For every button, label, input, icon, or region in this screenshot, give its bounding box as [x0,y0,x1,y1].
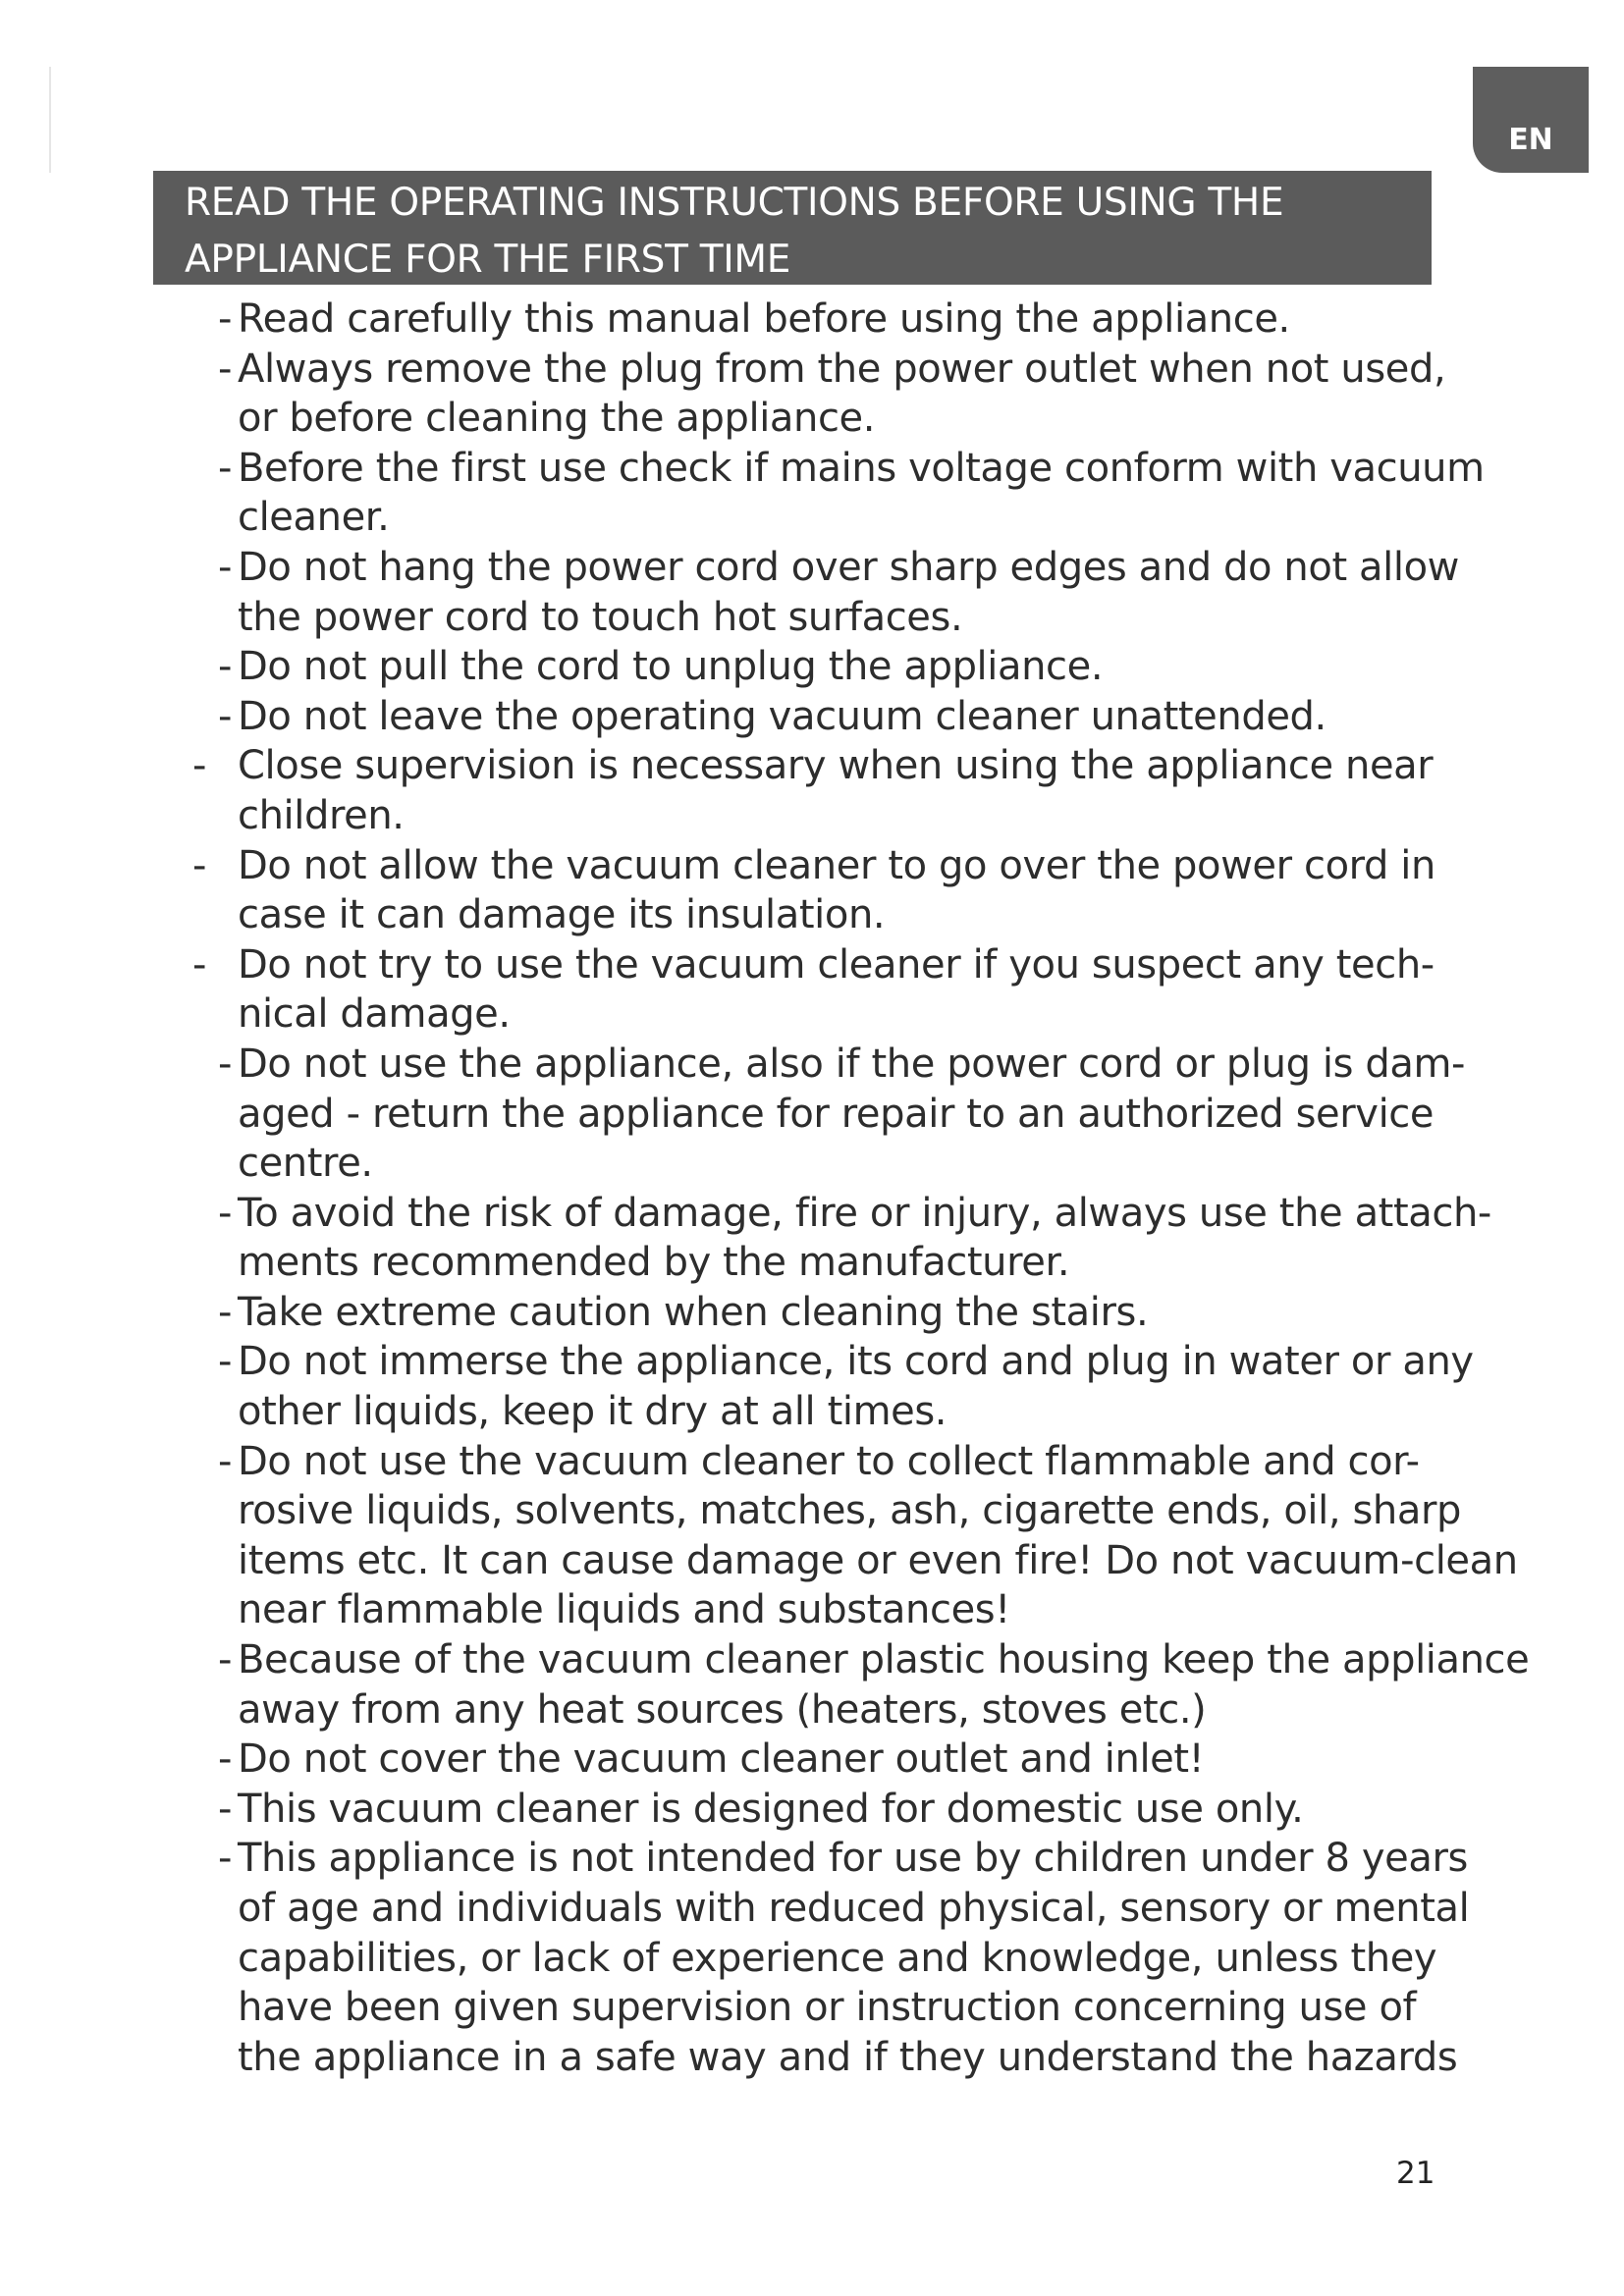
list-item-text: To avoid the risk of damage, fire or injury, always use the attach- [238,1190,1491,1236]
section-header-line: READ THE OPERATING INSTRUCTIONS BEFORE USING THE [185,181,1284,225]
instruction-list [0,294,1624,2082]
list-item-text: cleaner. [238,495,390,541]
list-item [0,294,1624,345]
list-item [0,940,1624,1040]
bullet-dash: - [218,445,233,491]
list-item-text: items etc. It can cause damage or even fire! Do not vacuum-clean [238,1537,1518,1583]
bullet-dash: - [218,1736,233,1783]
list-item-text: aged - return the appliance for repair to an authorized service [238,1091,1435,1137]
bullet-dash: - [218,1637,233,1683]
bullet-dash: - [192,842,207,888]
list-item-text: Do not use the appliance, also if the power cord or plug is dam- [238,1041,1466,1087]
list-item-text: or before cleaning the appliance. [238,396,876,442]
list-item-text: Do not try to use the vacuum cleaner if you suspect any tech- [238,941,1435,988]
bullet-dash: - [218,1041,233,1087]
list-item [0,741,1624,840]
list-item-text: ments recommended by the manufacturer. [238,1240,1070,1286]
list-item-text: Do not cover the vacuum cleaner outlet and inlet! [238,1736,1205,1783]
bullet-dash: - [218,1836,233,1882]
language-tab-label: EN [1508,123,1553,157]
list-item-text: of age and individuals with reduced physical, sensory or mental [238,1886,1470,1931]
list-item-text: Always remove the plug from the power outlet when not used, [238,346,1446,392]
list-item-text: Close supervision is necessary when using the appliance near [238,743,1434,789]
section-header-line: APPLIANCE FOR THE FIRST TIME [185,238,791,282]
list-item [0,1189,1624,1288]
list-item [0,444,1624,543]
list-item [0,1834,1624,2082]
list-item [0,1785,1624,1835]
bullet-dash: - [218,1289,233,1335]
list-item-text: have been given supervision or instruction concerning use of [238,1985,1417,2031]
list-item-text: This appliance is not intended for use by children under 8 years [238,1836,1468,1882]
list-item-text: Do not hang the power cord over sharp edges and do not allow [238,544,1459,590]
margin-rule [49,67,51,173]
list-item [0,1288,1624,1338]
list-item-text: away from any heat sources (heaters, stoves etc.) [238,1686,1207,1733]
list-item-text: children. [238,792,405,838]
list-item-text: the appliance in a safe way and if they understand the hazards [238,2034,1458,2080]
list-item-text: Do not pull the cord to unplug the appliance. [238,644,1104,690]
bullet-dash: - [192,743,207,789]
list-item-text: case it can damage its insulation. [238,892,886,938]
list-item [0,1735,1624,1785]
list-item [0,543,1624,642]
list-item-text: This vacuum cleaner is designed for domestic use only. [238,1786,1304,1832]
list-item-text: rosive liquids, solvents, matches, ash, cigarette ends, oil, sharp [238,1488,1462,1534]
list-item [0,1437,1624,1635]
page-number: 21 [1396,2156,1435,2191]
list-item-text: Do not immerse the appliance, its cord and plug in water or any [238,1339,1474,1385]
list-item-text: Take extreme caution when cleaning the stairs. [238,1289,1149,1335]
list-item-text: nical damage. [238,991,511,1038]
bullet-dash: - [218,644,233,690]
bullet-dash: - [218,346,233,392]
list-item [0,345,1624,444]
bullet-dash: - [218,1339,233,1385]
list-item-text: Read carefully this manual before using the appliance. [238,296,1290,342]
list-item [0,1635,1624,1735]
list-item [0,642,1624,692]
list-item-text: Do not leave the operating vacuum cleaner unattended. [238,693,1326,739]
list-item-text: capabilities, or lack of experience and knowledge, unless they [238,1935,1437,1981]
list-item-text: other liquids, keep it dry at all times. [238,1389,947,1435]
bullet-dash: - [218,544,233,590]
language-tab [1473,67,1589,173]
list-item [0,1337,1624,1436]
bullet-dash: - [218,296,233,342]
list-item [0,692,1624,742]
bullet-dash: - [192,941,207,988]
list-item [0,841,1624,940]
list-item-text: the power cord to touch hot surfaces. [238,594,963,640]
list-item-text: Do not use the vacuum cleaner to collect flammable and cor- [238,1438,1420,1484]
section-header [153,171,1432,285]
list-item-text: Do not allow the vacuum cleaner to go over the power cord in [238,842,1435,888]
list-item-text: near flammable liquids and substances! [238,1587,1010,1633]
bullet-dash: - [218,693,233,739]
bullet-dash: - [218,1190,233,1236]
list-item [0,1040,1624,1189]
list-item-text: Because of the vacuum cleaner plastic housing keep the appliance [238,1637,1530,1683]
bullet-dash: - [218,1438,233,1484]
list-item-text: Before the first use check if mains voltage conform with vacuum [238,445,1485,491]
list-item-text: centre. [238,1141,373,1187]
bullet-dash: - [218,1786,233,1832]
